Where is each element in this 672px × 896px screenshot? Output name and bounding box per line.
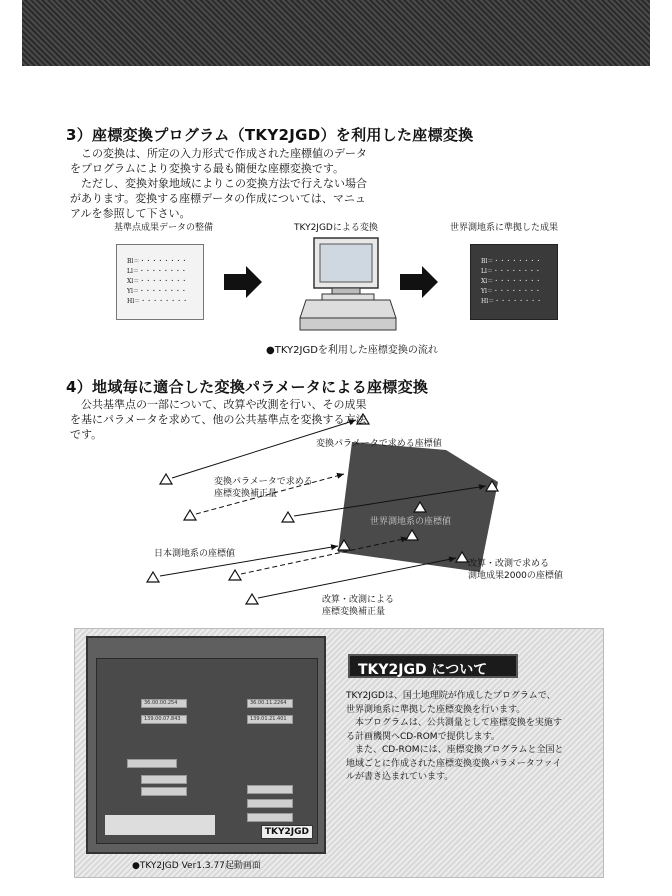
data-row: Bl＝・・・・・・・・ xyxy=(481,258,542,265)
tky-line: る計画機関へCD-ROMで提供します。 xyxy=(346,731,500,742)
data-row: Xl＝・・・・・・・・ xyxy=(481,278,542,285)
tky-title: TKY2JGD について xyxy=(348,654,518,678)
coord-field xyxy=(247,785,293,794)
data-row: Yl＝・・・・・・・・ xyxy=(127,288,187,295)
label-revised-1: 改算・改測で求める xyxy=(468,559,550,569)
tky-line: ルが書き込まれています。 xyxy=(346,772,454,782)
triangle-icon xyxy=(147,572,159,582)
tky-body xyxy=(346,690,601,785)
tky-line: 世界測地系に準拠した座標変換を行います。 xyxy=(346,704,526,715)
tky-line: TKY2JGDは、国土地理院が作成したプログラムで、 xyxy=(346,691,556,701)
section3-line: ただし、変換対象地域によりこの変換方法で行えない場合 xyxy=(81,177,367,190)
data-row: Xl＝・・・・・・・・ xyxy=(127,278,188,285)
section3-line: をプログラムにより変換する最も簡便な座標変換です。 xyxy=(70,162,345,175)
right-arrow-icon xyxy=(400,266,438,298)
label-param-correction-1: 変換パラメータで求める xyxy=(214,477,313,487)
section4-line: を基にパラメータを求めて、他の公共基準点を変換する方法 xyxy=(70,413,367,426)
computer-icon xyxy=(300,238,396,330)
coord-field: 139.01.21.401 xyxy=(247,715,293,724)
data-row: Hl＝・・・・・・・・ xyxy=(127,298,189,305)
coord-field xyxy=(247,799,293,808)
data-row: Bl＝・・・・・・・・ xyxy=(127,258,188,265)
section4-line: です。 xyxy=(70,428,103,441)
triangle-icon xyxy=(229,570,241,580)
data-row: Ll＝・・・・・・・・ xyxy=(481,268,541,275)
label-param-correction-2: 座標変換補正量 xyxy=(214,489,278,499)
triangle-icon xyxy=(184,510,196,520)
flow-label-right: 世界測地系に準拠した成果 xyxy=(450,223,559,233)
app-logo: TKY2JGD xyxy=(261,825,313,839)
coord-field xyxy=(141,775,187,784)
label-revised-2: 測地成果2000の座標値 xyxy=(468,571,563,581)
triangle-icon xyxy=(246,594,258,604)
label-world: 世界測地系の座標値 xyxy=(370,517,452,527)
screen-caption: ●TKY2JGD Ver1.3.77起動画面 xyxy=(132,861,261,871)
section4-line: 公共基準点の一部について、改算や改測を行い、その成果 xyxy=(81,398,367,411)
coord-field xyxy=(127,759,177,768)
app-screenshot xyxy=(86,636,326,854)
right-arrow-icon xyxy=(224,266,262,298)
label-param-coords: 変換パラメータで求める座標値 xyxy=(316,439,442,449)
triangle-icon xyxy=(160,474,172,484)
triangle-icon xyxy=(282,512,294,522)
label-revised-corr-2: 座標変換補正量 xyxy=(322,607,386,617)
coord-field xyxy=(141,787,187,796)
coord-field: 36.00.00.254 xyxy=(141,699,187,708)
status-message xyxy=(105,815,215,835)
data-row: Hl＝・・・・・・・・ xyxy=(481,298,543,305)
coord-field xyxy=(247,813,293,822)
label-japan: 日本測地系の座標値 xyxy=(154,549,236,559)
app-window xyxy=(96,658,318,844)
flow-caption: ●TKY2JGDを利用した座標変換の流れ xyxy=(266,345,438,356)
data-row: Yl＝・・・・・・・・ xyxy=(481,288,541,295)
coord-field: 36.00.11.2264 xyxy=(247,699,293,708)
tky-line: 地域ごとに作成された座標変換変換パラメータファイ xyxy=(346,758,562,769)
section3-heading: 3）座標変換プログラム（TKY2JGD）を利用した座標変換 xyxy=(66,126,474,144)
section3-line: があります。変換する座標データの作成については、マニュ xyxy=(70,192,366,205)
label-revised-corr-1: 改算・改測による xyxy=(322,595,395,605)
coord-field: 139.00.07.843 xyxy=(141,715,187,724)
data-row: Ll＝・・・・・・・・ xyxy=(127,268,187,275)
tky-line: また、CD-ROMには、座標変換プログラムと全国と xyxy=(346,745,564,755)
section3-line: この変換は、所定の入力形式で作成された座標値のデータ xyxy=(81,147,367,160)
section3-line: アルを参照して下さい。 xyxy=(70,207,191,220)
section4-heading: 4）地域毎に適合した変換パラメータによる座標変換 xyxy=(66,378,429,396)
tky-line: 本プログラムは、公共測量として座標変換を実施す xyxy=(346,718,562,728)
flow-label-left: 基準点成果データの整備 xyxy=(114,223,214,233)
flow-label-center: TKY2JGDによる変換 xyxy=(294,223,378,233)
